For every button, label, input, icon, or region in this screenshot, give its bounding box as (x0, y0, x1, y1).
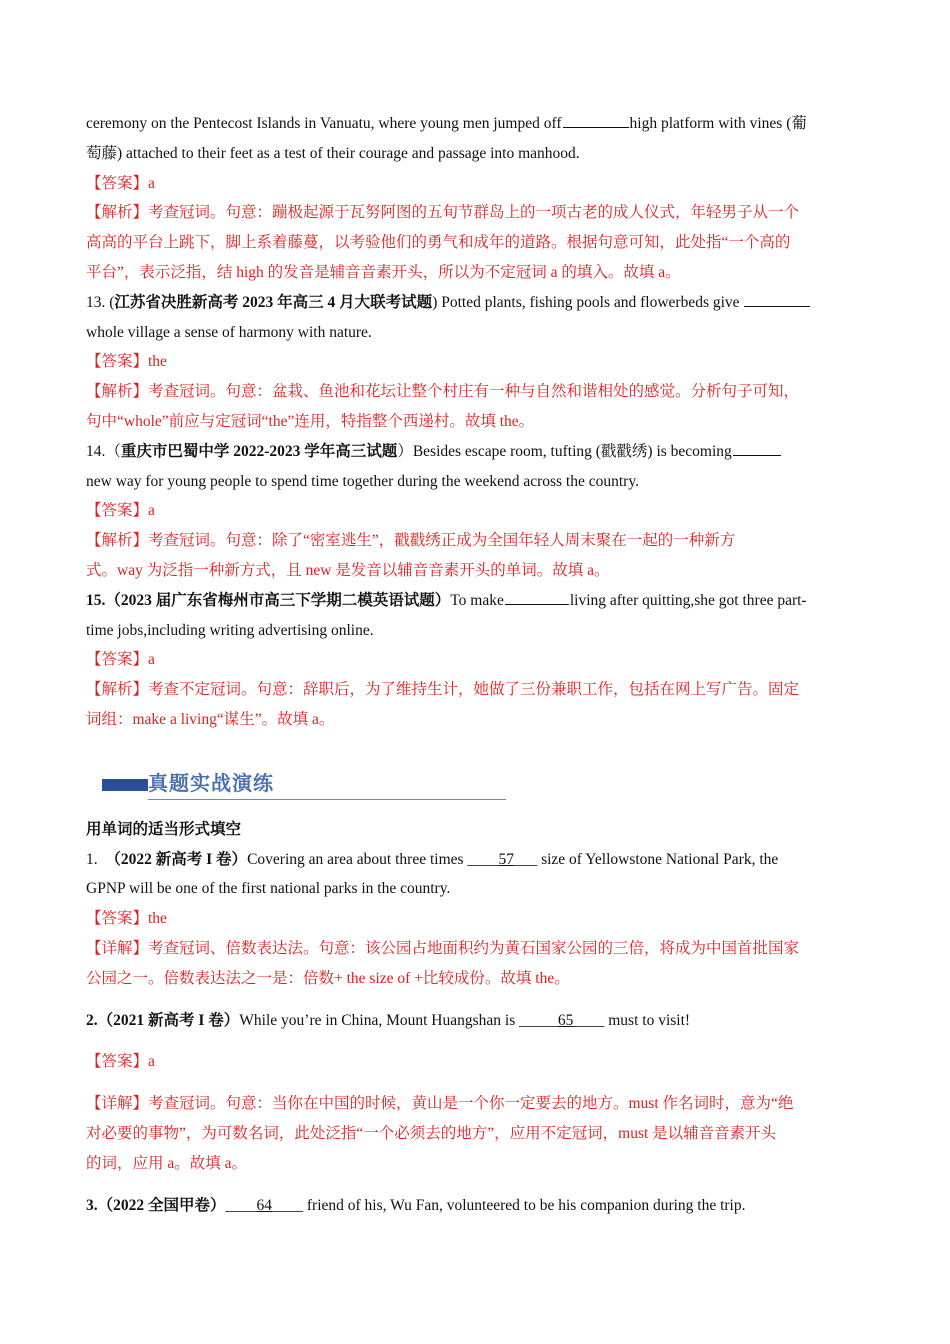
p1-answer: 【答案】the (86, 910, 167, 928)
q15-explanation-1: 【解析】考查不定冠词。句意：辞职后，为了维持生计，她做了三份兼职工作，包括在网上写广告。固定 (86, 681, 800, 699)
q15-source: 15.（2023 届广东省梅州市高三下学期二模英语试题） (86, 591, 451, 609)
q14-line1: 14.（重庆市巴蜀中学 2022-2023 学年高三试题）Besides escape room, tufting (戳戳绣) is becoming (86, 437, 866, 467)
p2-explanation-2: 对必要的事物”，为可数名词，此处泛指“一个必须去的地方”，应用不定冠词，must 是以辅音音素开头 (86, 1124, 777, 1142)
q12-answer: 【答案】a (86, 174, 155, 192)
banner-rule (148, 799, 506, 800)
q12-explanation-2: 高高的平台上跳下，脚上系着藤蔓，以考验他们的勇气和成年的道路。根据句意可知，此处指“一个高的 (86, 234, 791, 252)
q12-line1: ceremony on the Pentecost Islands in Vanuatu, where young men jumped off high platform with vines (葡 (86, 109, 866, 139)
p2-answer: 【答案】a (86, 1053, 155, 1071)
p2-line1: 2.（2021 新高考 I 卷）While you’re in China, Mount Huangshan is _____65____ must to visit! (86, 1011, 691, 1029)
q15-line2: time jobs,including writing advertising online. (86, 621, 374, 639)
p2-explanation-1: 【详解】考查冠词。句意：当你在中国的时候，黄山是一个你一定要去的地方。must 作名词时，意为“绝 (86, 1095, 794, 1113)
p1-line1: 1. （2022 新高考 I 卷）Covering an area about three times ____57___ size of Yellowstone National Park, the (86, 850, 779, 868)
q13-source: 江苏省决胜新高考 2023 年高三 4 月大联考试题 (114, 293, 433, 311)
q13-explanation-1: 【解析】考查冠词。句意：盆栽、鱼池和花坛让整个村庄有一种与自然和谐相处的感觉。分析句子可知， (86, 383, 800, 401)
q12-explanation-1: 【解析】考查冠词。句意：蹦极起源于瓦努阿图的五旬节群岛上的一项古老的成人仪式，年轻男子从一个 (86, 204, 800, 222)
answer-blank (505, 589, 569, 605)
q14-answer: 【答案】a (86, 502, 155, 520)
p1-explanation-2: 公园之一。倍数表达法之一是：倍数+ the size of +比较成份。故填 the。 (86, 969, 570, 987)
p3-blank-number: 64 (256, 1196, 273, 1214)
p3-source: 3.（2022 全国甲卷） (86, 1196, 226, 1214)
q15-explanation-2: 词组：make a living“谋生”。故填 a。 (86, 710, 335, 728)
answer-blank (733, 440, 781, 456)
q15-line1: 15.（2023 届广东省梅州市高三下学期二模英语试题）To make living after quitting,she got three part- (86, 586, 866, 616)
q13-explanation-2: 句中“whole”前应与定冠词“the”连用，特指整个西递村。故填 the。 (86, 412, 535, 430)
p2-source: 2.（2021 新高考 I 卷） (86, 1011, 240, 1029)
p1-line2: GPNP will be one of the first national parks in the country. (86, 880, 451, 898)
q12-explanation-3: 平台”，表示泛指，结 high 的发音是辅音音素开头，所以为不定冠词 a 的填入。故填 a。 (86, 263, 681, 281)
q15-answer: 【答案】a (86, 651, 155, 669)
banner-title: 真题实战演练 (148, 770, 274, 795)
p2-explanation-3: 的词，应用 a。故填 a。 (86, 1154, 248, 1172)
p1-source: （2022 新高考 I 卷） (113, 850, 248, 868)
q13-answer: 【答案】the (86, 353, 167, 371)
q13-line2: whole village a sense of harmony with nature. (86, 323, 372, 341)
q14-explanation-1: 【解析】考查冠词。句意：除了“密室逃生”，戳戳绣正成为全国年轻人周末聚在一起的一种新方 (86, 532, 736, 550)
q14-source: 重庆市巴蜀中学 2022-2023 学年高三试题 (120, 442, 398, 460)
answer-blank (563, 112, 629, 128)
banner-bar (102, 779, 148, 791)
section-title: 用单词的适当形式填空 (86, 820, 242, 838)
document-page (86, 109, 866, 1220)
p3-line1: 3.（2022 全国甲卷）____64____ friend of his, Wu Fan, volunteered to be his companion during the trip. (86, 1196, 746, 1214)
q14-explanation-2: 式。way 为泛指一种新方式，且 new 是发音以辅音音素开头的单词。故填 a。 (86, 561, 610, 579)
p2-blank-number: 65 (557, 1011, 574, 1029)
p1-explanation-1: 【详解】考查冠词、倍数表达法。句意：该公园占地面积约为黄石国家公园的三倍，将成为中国首批国家 (86, 939, 800, 957)
section-banner (86, 761, 866, 805)
p1-blank-number: 57 (498, 850, 514, 868)
answer-blank (744, 291, 810, 307)
q13-line1: 13. (江苏省决胜新高考 2023 年高三 4 月大联考试题) Potted plants, fishing pools and flowerbeds give (86, 288, 866, 318)
q14-line2: new way for young people to spend time together during the weekend across the country. (86, 472, 639, 490)
q12-line2: 萄藤) attached to their feet as a test of their courage and passage into manhood. (86, 144, 580, 162)
